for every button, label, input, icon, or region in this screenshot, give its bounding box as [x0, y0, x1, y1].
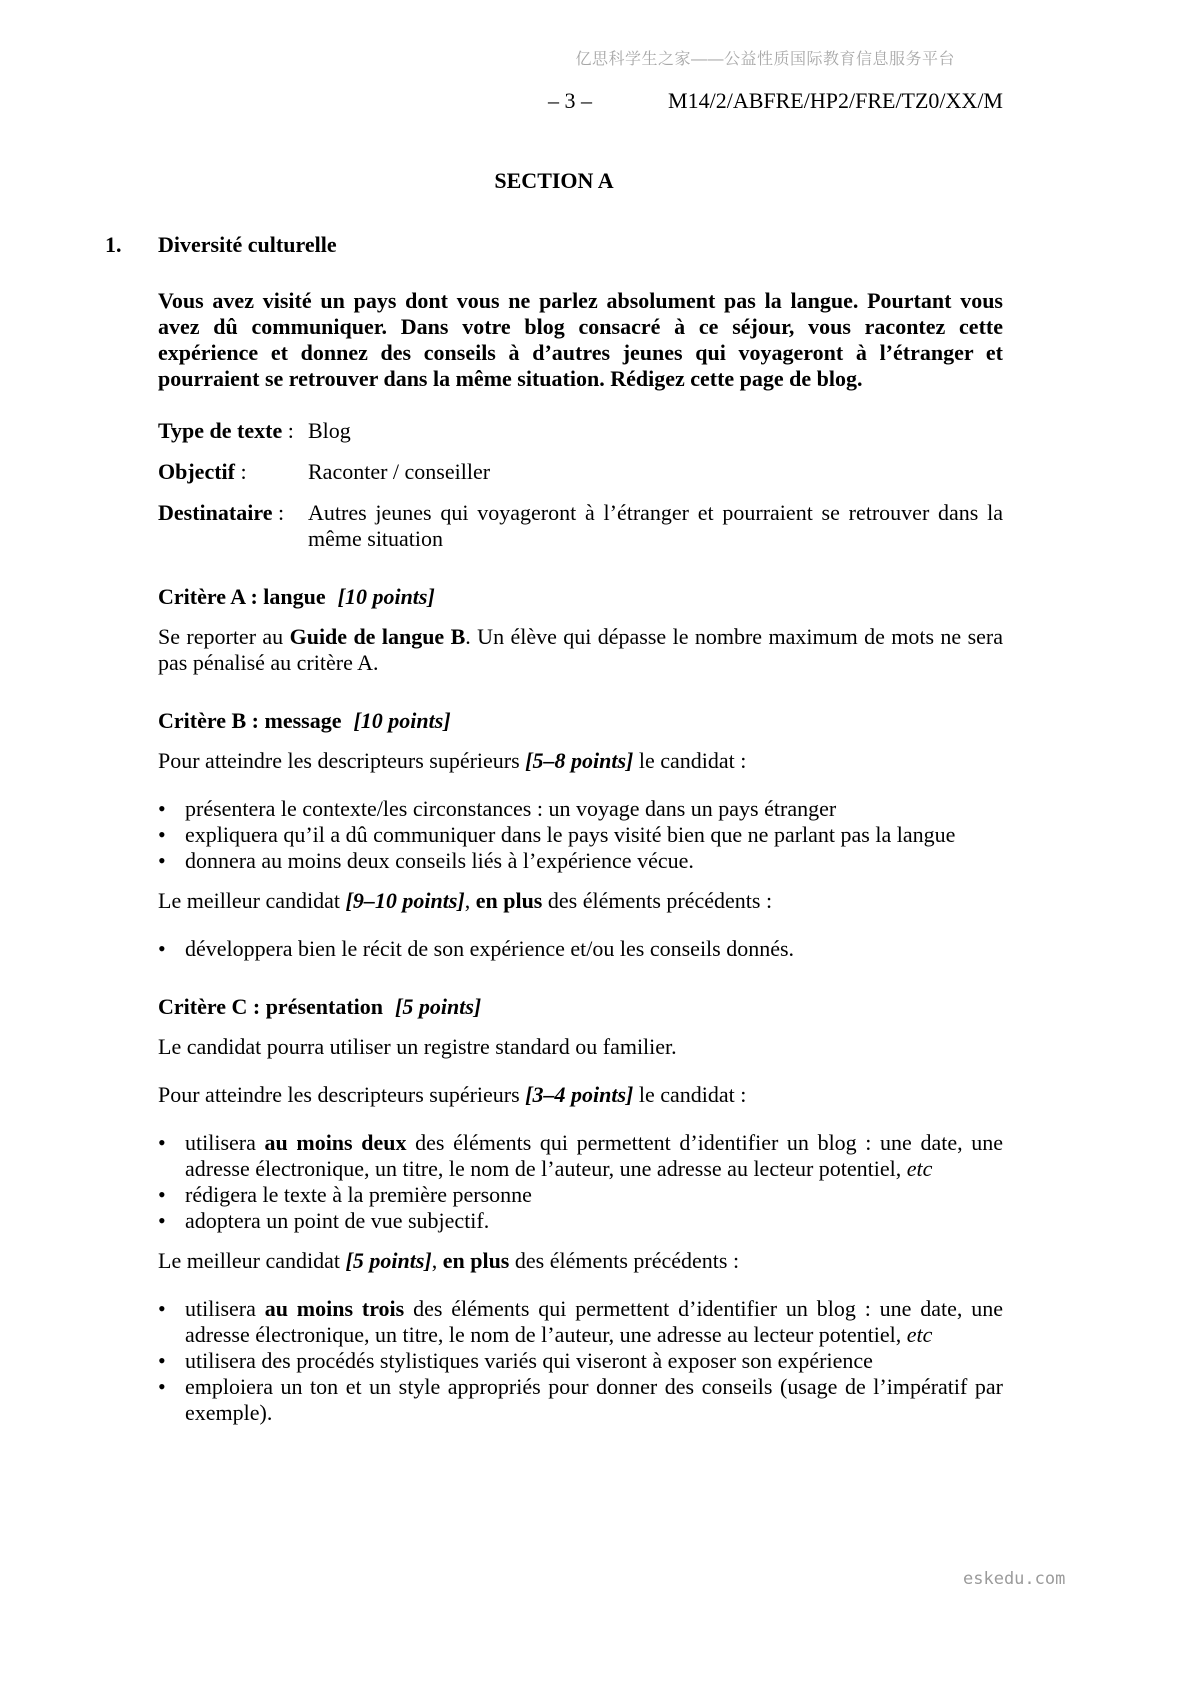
task-meta — [158, 418, 1003, 552]
criterion-c-paragraph-best: Le meilleur candidat [5 points], en plus des éléments précédents : — [158, 1248, 740, 1273]
paper-code: M14/2/ABFRE/HP2/FRE/TZ0/XX/M — [668, 88, 1003, 113]
meta-row-type-de-texte — [158, 418, 1003, 444]
bullet-icon: • — [158, 1130, 166, 1155]
criterion-b-paragraph-best: Le meilleur candidat [9–10 points], en plus des éléments précédents : — [158, 888, 773, 913]
bullet-icon: • — [158, 1208, 166, 1233]
criterion-b-points: [10 points] — [353, 708, 451, 733]
footer-site-label: eskedu.com — [963, 1569, 1066, 1589]
bullet-icon: • — [158, 1296, 166, 1321]
criterion-c-register-paragraph: Le candidat pourra utiliser un registre standard ou familier. — [158, 1034, 677, 1059]
bullet-icon: • — [158, 1374, 166, 1399]
list-item: • utilisera des procédés stylistiques variés qui viseront à exposer son expérience — [158, 1348, 873, 1373]
criterion-c-points: [5 points] — [395, 994, 482, 1019]
criterion-a-body: Se reporter au Guide de langue B. Un élève qui dépasse le nombre maximum de mots ne sera pas pénalisé au critère A. — [158, 624, 1004, 675]
page-number: – 3 – — [548, 88, 592, 113]
list-item: • présentera le contexte/les circonstances : un voyage dans un pays étranger — [158, 796, 837, 821]
meta-value: Autres jeunes qui voyageront à l’étranger et pourraient se retrouver dans la même situation — [308, 500, 1003, 551]
list-item: • rédigera le texte à la première personne — [158, 1182, 532, 1207]
list-item: • utilisera au moins deux des éléments qui permettent d’identifier un blog : une date, une adresse électronique, un titre, le nom de l’auteur, une adresse au lecteur potentiel, etc — [158, 1130, 1003, 1181]
criterion-b-heading: Critère B : message [10 points] — [158, 708, 451, 733]
criterion-a-points: [10 points] — [337, 584, 435, 609]
question-title: Diversité culturelle — [158, 232, 337, 257]
criterion-c-heading: Critère C : présentation [5 points] — [158, 994, 482, 1019]
meta-label: Type de texte : — [158, 418, 294, 443]
list-item: • développera bien le récit de son expérience et/ou les conseils donnés. — [158, 936, 795, 961]
bullet-icon: • — [158, 1348, 166, 1373]
meta-label: Destinataire : — [158, 500, 285, 525]
meta-value: Raconter / conseiller — [308, 459, 491, 484]
question-intro-paragraph: Vous avez visité un pays dont vous ne parlez absolument pas la langue. Pourtant vous avez dû communiquer. Dans votre blog consacré à ce séjour, vous racontez cette expérience et donnez des conseils à d’autres jeunes qui voyageront à l’étranger et pourraient se retrouver dans la même situation. Rédigez cette page de blog. — [158, 288, 1003, 391]
question-number: 1. — [105, 232, 122, 257]
meta-label: Objectif : — [158, 459, 247, 484]
list-item: • emploiera un ton et un style appropriés pour donner des conseils (usage de l’impératif par exemple). — [158, 1374, 1003, 1425]
list-item: • utilisera au moins trois des éléments qui permettent d’identifier un blog : une date, une adresse électronique, un titre, le nom de l’auteur, une adresse au lecteur potentiel, etc — [158, 1296, 1003, 1347]
meta-value: Blog — [308, 418, 351, 443]
bullet-icon: • — [158, 796, 166, 821]
meta-row-destinataire — [158, 500, 1003, 552]
criterion-a-heading: Critère A : langue [10 points] — [158, 584, 435, 609]
question-body — [158, 288, 1003, 1426]
list-item: • expliquera qu’il a dû communiquer dans le pays visité bien que ne parlant pas la langue — [158, 822, 956, 847]
list-item: • adoptera un point de vue subjectif. — [158, 1208, 490, 1233]
watermark-text: 亿思科学生之家——公益性质国际教育信息服务平台 — [575, 51, 955, 68]
list-item: • donnera au moins deux conseils liés à l’expérience vécue. — [158, 848, 694, 873]
question-heading — [105, 232, 1003, 258]
bullet-icon: • — [158, 848, 166, 873]
bullet-icon: • — [158, 822, 166, 847]
meta-row-objectif — [158, 459, 1003, 485]
bullet-icon: • — [158, 1182, 166, 1207]
criterion-b-paragraph-upper: Pour atteindre les descripteurs supérieurs [5–8 points] le candidat : — [158, 748, 747, 773]
section-title: SECTION A — [494, 168, 614, 193]
criterion-c-paragraph-upper: Pour atteindre les descripteurs supérieurs [3–4 points] le candidat : — [158, 1082, 747, 1107]
bullet-icon: • — [158, 936, 166, 961]
